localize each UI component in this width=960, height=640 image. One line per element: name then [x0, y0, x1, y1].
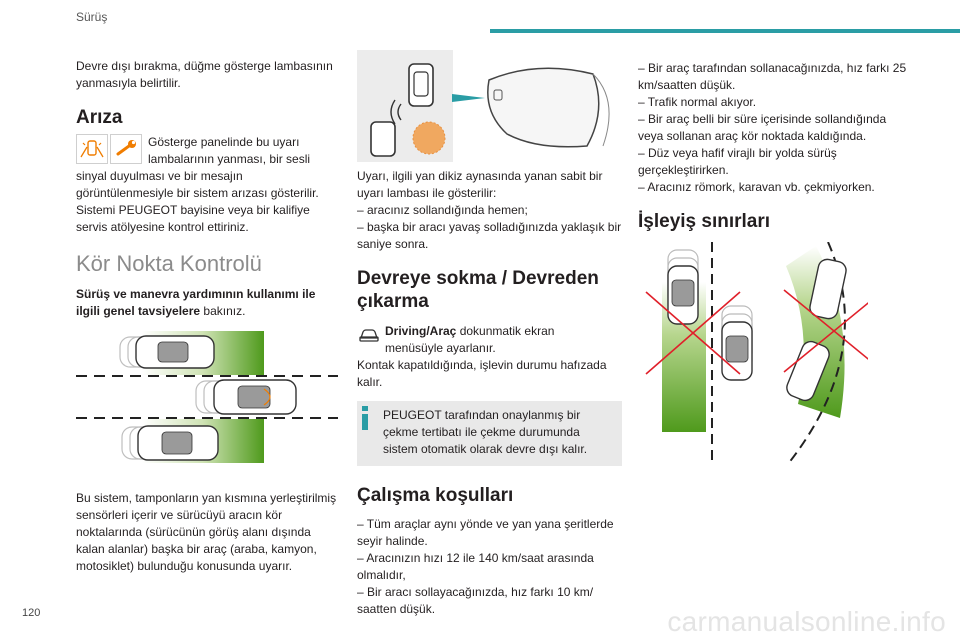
condition-item-1: – Tüm araçlar aynı yönde ve yan yana şeritlerde seyir halinde. — [357, 517, 614, 548]
header-accent-bar — [490, 29, 960, 33]
service-wrench-icon — [110, 134, 142, 164]
fault-heading: Arıza — [76, 107, 123, 128]
system-description: Bu sistem, tamponların yan kısmına yerleştirilmiş sensörleri içerir ve sürücüyü aracın kör noktalarında (sürücünün görüş alanı dışında kalan alanlar) başka bir araç (araba, kamyon, motosiklet) bulunduğu konusunda uyarır. — [76, 491, 337, 573]
side-mirror — [488, 68, 599, 147]
condition-item-5: – Trafik normal akıyor. — [638, 95, 757, 109]
deactivation-note: Devre dışı bırakma, düğme gösterge lambasının yanmasıyla belirtilir. — [76, 59, 333, 90]
column-2 — [357, 50, 622, 618]
towing-info-text: PEUGEOT tarafından onaylanmış bir çekme tertibatı ile çekme durumunda sistem otomatik olarak devre dışı kalır. — [383, 408, 588, 456]
watermark: carmanualsonline.info — [667, 606, 946, 637]
activation-row — [357, 323, 622, 357]
general-advice-reference — [76, 286, 338, 320]
condition-item-2: – Aracınızın hızı 12 ile 140 km/saat arasında olmalıdır, — [357, 551, 594, 582]
blind-spot-warning-icon — [76, 134, 108, 164]
activation-text — [385, 323, 615, 357]
condition-item-6: – Bir araç belli bir süre içerisinde sollandığında veya sollanan araç kör noktada kaldığında. — [638, 112, 887, 143]
condition-item-4: – Bir araç tarafından sollanacağınızda, hız farkı 25 km/saatten düşük. — [638, 61, 907, 92]
mirror-item-2: – başka bir aracı yavaş solladığınızda yaklaşık bir saniye sonra. — [357, 220, 622, 251]
callout-arrow — [452, 94, 485, 102]
mirror-warning-diagram — [357, 50, 622, 162]
vehicle-menu-icon — [357, 323, 381, 347]
header-section-title: Sürüş — [76, 10, 108, 24]
memory-note: Kontak kapatıldığında, işlevin durumu hafızada kalır. — [357, 358, 607, 389]
driving-menu-link[interactable]: Driving/Araç — [385, 324, 457, 338]
condition-item-3: – Bir aracı sollayacağınızda, hız farkı 10 km/ saatten düşük. — [357, 585, 594, 616]
blind-spot-heading: Kör Nokta Kontrolü — [76, 251, 262, 276]
towing-info-box — [357, 401, 622, 466]
operating-limits-diagram — [638, 242, 868, 472]
column-1 — [76, 58, 338, 575]
limits-heading: İşleyiş sınırları — [638, 211, 771, 232]
fault-text-a: Gösterge panelinde bu uyarı lambalarının yanması, bir sesli — [148, 135, 311, 166]
info-icon — [361, 406, 369, 430]
activation-rest: dokunmatik ekran menüsüyle ayarlanır. — [385, 324, 555, 355]
general-advice-link[interactable]: Sürüş ve manevra yardımının kullanımı ile ilgili genel tavsiyelere — [76, 287, 316, 318]
fault-text-b: sinyal duyulması ve bir mesajın görüntülenmesiyle bir sistem arızası gösterilir. Sistemi PEUGEOT bayisine veya bir kalifiye servis atölyesine kontrol ettiriniz. — [76, 169, 319, 234]
blind-spot-zones-diagram — [76, 331, 338, 471]
conditions-heading: Çalışma koşulları — [357, 485, 514, 506]
mirror-item-1: – aracınız sollandığında hemen; — [357, 203, 528, 217]
page-number: 120 — [22, 607, 41, 619]
activation-heading: Devreye sokma / Devreden çıkarma — [357, 268, 599, 312]
column-3 — [638, 60, 910, 472]
mirror-warning-text: Uyarı, ilgili yan dikiz aynasında yanan sabit bir uyarı lambası ile gösterilir: — [357, 169, 603, 200]
condition-item-7: – Düz veya hafif virajlı bir yolda sürüş gerçekleştirirken. — [638, 146, 837, 177]
general-advice-suffix: bakınız. — [200, 304, 246, 318]
condition-item-8: – Aracınız römork, karavan vb. çekmiyorken. — [638, 180, 875, 194]
fault-warning-row — [76, 134, 338, 168]
